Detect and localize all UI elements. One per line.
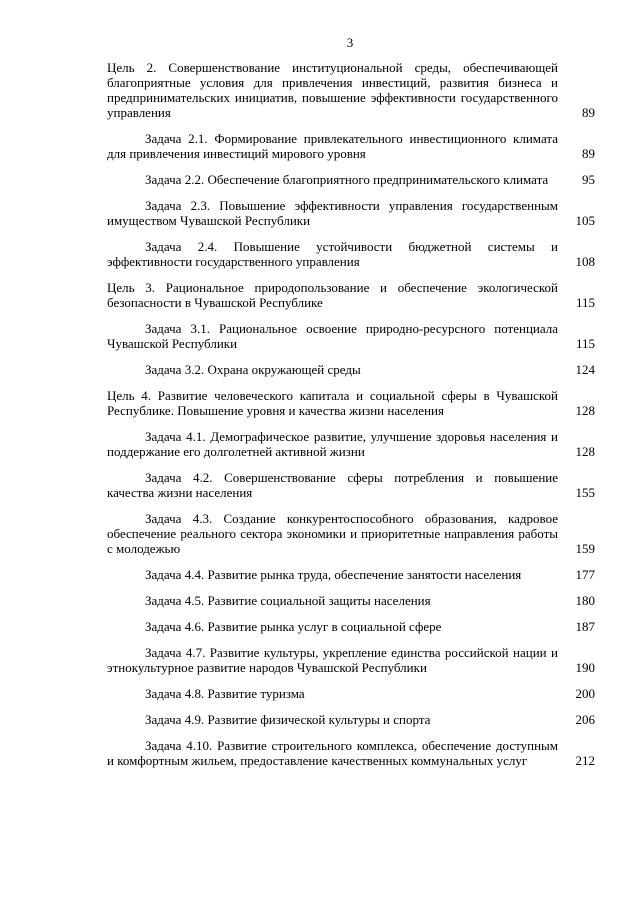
toc-entry[interactable] <box>107 60 597 120</box>
toc-entry[interactable] <box>107 593 597 608</box>
toc-entry-page: 190 <box>575 660 595 675</box>
toc-entry-title: Задача 4.3. Создание конкурентоспособного образования, кадровое обеспечение реального сектора экономики и приоритетные направления работы с молодежью <box>107 511 558 556</box>
toc-entry-title: Задача 2.1. Формирование привлекательного инвестиционного климата для привлечения инвестиций мирового уровня <box>107 131 558 161</box>
toc-entry[interactable] <box>107 645 597 675</box>
toc-entry-page: 115 <box>575 295 595 310</box>
toc-entry[interactable] <box>107 131 597 161</box>
toc-entry-title: Задача 2.2. Обеспечение благоприятного предпринимательского климата <box>145 172 549 187</box>
toc-entry-page: 128 <box>575 403 595 418</box>
toc-entry-page: 180 <box>575 593 595 608</box>
toc-entry[interactable] <box>107 280 597 310</box>
page-number: 3 <box>346 35 354 50</box>
toc-entry-page: 89 <box>582 146 595 161</box>
toc-entry-title: Задача 4.7. Развитие культуры, укрепление единства российской нации и этнокультурное развитие народов Чувашской Республики <box>107 645 558 675</box>
toc-entry[interactable] <box>107 738 597 768</box>
toc-entry-title: Задача 3.1. Рациональное освоение природно-ресурсного потенциала Чувашской Республики <box>107 321 558 351</box>
toc-entry-page: 159 <box>575 541 595 556</box>
toc-entry-title: Задача 4.8. Развитие туризма <box>145 686 305 701</box>
toc-entry[interactable] <box>107 239 597 269</box>
toc-entry-title: Задача 4.2. Совершенствование сферы потребления и повышение качества жизни населения <box>107 470 558 500</box>
toc-entry-page: 212 <box>575 753 595 768</box>
toc-entry-page: 95 <box>582 172 595 187</box>
toc-entry-page: 155 <box>575 485 595 500</box>
toc-entry-title: Задача 4.5. Развитие социальной защиты населения <box>145 593 431 608</box>
toc-entry-page: 200 <box>575 686 595 701</box>
toc-entry[interactable] <box>107 429 597 459</box>
toc-entry-title: Задача 2.4. Повышение устойчивости бюджетной системы и эффективности государственного управления <box>107 239 558 269</box>
toc-entry-title: Задача 4.4. Развитие рынка труда, обеспечение занятости населения <box>145 567 522 582</box>
toc-entry[interactable] <box>107 686 597 701</box>
toc-entry[interactable] <box>107 198 597 228</box>
toc-entry-title: Задача 4.9. Развитие физической культуры и спорта <box>145 712 431 727</box>
table-of-contents <box>107 60 597 779</box>
toc-entry-title: Задача 4.10. Развитие строительного комплекса, обеспечение доступным и комфортным жильем, предоставление качественных коммунальных услуг <box>107 738 558 768</box>
toc-entry[interactable] <box>107 567 597 582</box>
toc-entry[interactable] <box>107 470 597 500</box>
toc-entry-page: 108 <box>575 254 595 269</box>
toc-entry[interactable] <box>107 388 597 418</box>
toc-entry-page: 187 <box>575 619 595 634</box>
toc-entry-title: Задача 2.3. Повышение эффективности управления государственным имуществом Чувашской Республики <box>107 198 558 228</box>
toc-entry-page: 177 <box>575 567 595 582</box>
toc-entry-page: 89 <box>582 105 595 120</box>
toc-entry[interactable] <box>107 172 597 187</box>
toc-entry-title: Цель 4. Развитие человеческого капитала и социальной сферы в Чувашской Республике. Повышение уровня и качества жизни населения <box>107 388 558 418</box>
toc-entry-title: Задача 4.1. Демографическое развитие, улучшение здоровья населения и поддержание его долголетней активной жизни <box>107 429 558 459</box>
toc-entry-page: 124 <box>575 362 595 377</box>
toc-entry[interactable] <box>107 362 597 377</box>
toc-entry-page: 115 <box>575 336 595 351</box>
toc-entry[interactable] <box>107 619 597 634</box>
toc-entry-title: Задача 4.6. Развитие рынка услуг в социальной сфере <box>145 619 442 634</box>
toc-entry-title: Задача 3.2. Охрана окружающей среды <box>145 362 361 377</box>
toc-entry-page: 105 <box>575 213 595 228</box>
toc-entry[interactable] <box>107 321 597 351</box>
toc-entry[interactable] <box>107 712 597 727</box>
toc-entry-title: Цель 3. Рациональное природопользование и обеспечение экологической безопасности в Чувашской Республике <box>107 280 558 310</box>
toc-entry[interactable] <box>107 511 597 556</box>
toc-entry-page: 206 <box>575 712 595 727</box>
toc-entry-title: Цель 2. Совершенствование институциональной среды, обеспечивающей благоприятные условия для привлечения инвестиций, развития бизнеса и предпринимательских инициатив, повышение эффективности государственного управления <box>107 60 558 120</box>
toc-entry-page: 128 <box>575 444 595 459</box>
